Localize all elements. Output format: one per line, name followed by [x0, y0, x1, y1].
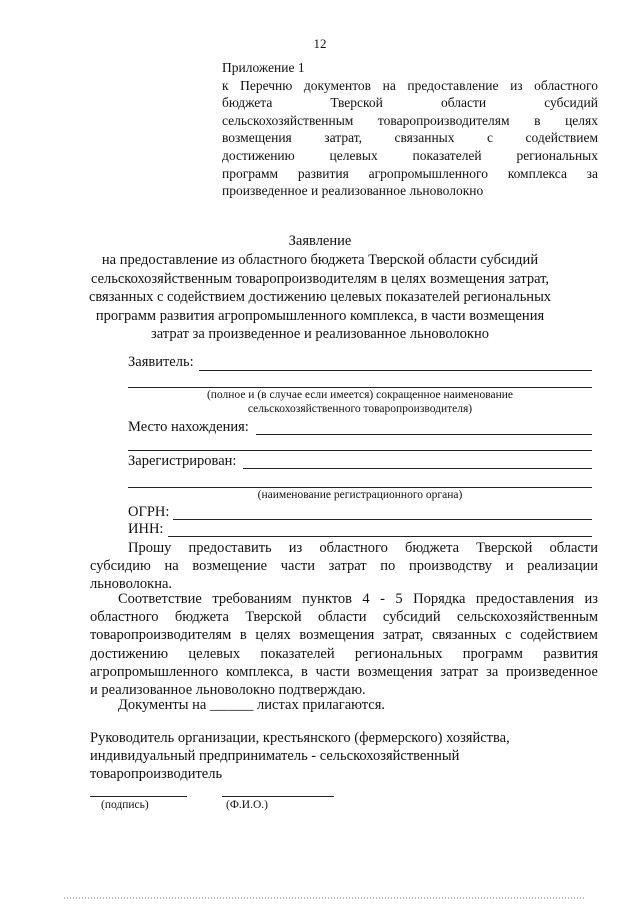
- registered-field-line[interactable]: [243, 468, 592, 469]
- signature-caption: (подпись): [101, 799, 149, 811]
- location-field-line[interactable]: [256, 434, 592, 435]
- heading-line: затрат за произведенное и реализованное льноволокно: [151, 326, 489, 343]
- head-line: Руководитель организации, крестьянского (фермерского) хозяйства,: [90, 730, 510, 746]
- applicant-field-line-2[interactable]: [128, 387, 592, 388]
- appendix-line: к Перечню документов на предоставление из областного: [222, 77, 598, 93]
- head-line: индивидуальный предприниматель - сельскохозяйственный: [90, 747, 460, 764]
- appendix-title: Приложение 1: [222, 60, 305, 75]
- ogrn-label: ОГРН:: [128, 504, 170, 520]
- signature-line[interactable]: [90, 796, 187, 797]
- scan-edge-artifact: [64, 897, 584, 899]
- confirm-line: Соответствие требованиям пунктов 4 - 5 Порядка предоставления из: [118, 591, 598, 607]
- appendix-line: программ развития агропромышленного комплекса за: [222, 165, 598, 181]
- inn-label: ИНН:: [128, 521, 164, 537]
- name-caption: (Ф.И.О.): [226, 799, 268, 811]
- appendix-block: [222, 59, 598, 200]
- registered-caption: (наименование регистрационного органа): [257, 489, 463, 501]
- appendix-line: сельскохозяйственным товаропроизводителям в целях: [222, 112, 598, 128]
- heading-line: сельскохозяйственным товаропроизводителям в целях возмещения затрат,: [90, 270, 550, 287]
- request-line: субсидию на возмещение части затрат по производству и реализации: [90, 558, 598, 575]
- confirm-line: областного бюджета Тверской области субсидий сельскохозяйственным: [90, 609, 598, 626]
- documents-line: Документы на ______ листах прилагаются.: [118, 697, 386, 713]
- document-title: Заявление: [288, 233, 352, 249]
- heading-line: программ развития агропромышленного комплекса, в части возмещения: [95, 307, 545, 324]
- location-field-line-2[interactable]: [128, 450, 592, 451]
- head-line: товаропроизводитель: [90, 765, 223, 782]
- inn-field-line[interactable]: [168, 536, 592, 537]
- heading-line: на предоставление из областного бюджета Тверской области субсидий: [101, 252, 539, 268]
- appendix-line: произведенное и реализованное льноволокно: [222, 183, 484, 199]
- appendix-line: достижению целевых показателей региональных: [222, 147, 598, 163]
- applicant-label: Заявитель:: [128, 354, 194, 370]
- confirm-paragraph: [90, 590, 598, 699]
- page-number: 12: [313, 36, 327, 51]
- confirm-line: достижению целевых показателей региональных программ развития: [90, 645, 598, 662]
- applicant-field-line[interactable]: [199, 370, 592, 371]
- ogrn-field-line[interactable]: [173, 519, 592, 520]
- request-paragraph: [90, 539, 598, 594]
- request-line: Прошу предоставить из областного бюджета Тверской области: [128, 540, 598, 556]
- appendix-line: возмещения затрат, связанных с содействием: [222, 130, 598, 146]
- name-line[interactable]: [222, 796, 334, 797]
- request-line: льноволокна.: [90, 576, 173, 593]
- location-label: Место нахождения:: [128, 419, 249, 435]
- confirm-line: товаропроизводителям в целях возмещения затрат, связанных с содействием: [90, 627, 598, 644]
- head-block: [90, 730, 598, 783]
- appendix-line: бюджета Тверской области субсидий: [222, 95, 598, 111]
- registered-field-line-2[interactable]: [128, 487, 592, 488]
- confirm-line: агропромышленного комплекса, в части возмещения затрат за произведенное: [90, 663, 598, 680]
- applicant-caption-1: (полное и (в случае если имеется) сокращенное наименование: [206, 389, 514, 401]
- applicant-caption-2: сельскохозяйственного товаропроизводителя): [247, 403, 473, 415]
- confirm-line: и реализованное льноволокно подтверждаю.: [90, 682, 366, 699]
- registered-label: Зарегистрирован:: [128, 453, 237, 469]
- document-heading: [40, 251, 600, 344]
- heading-line: связанных с содействием достижению целевых показателей региональных: [88, 289, 552, 306]
